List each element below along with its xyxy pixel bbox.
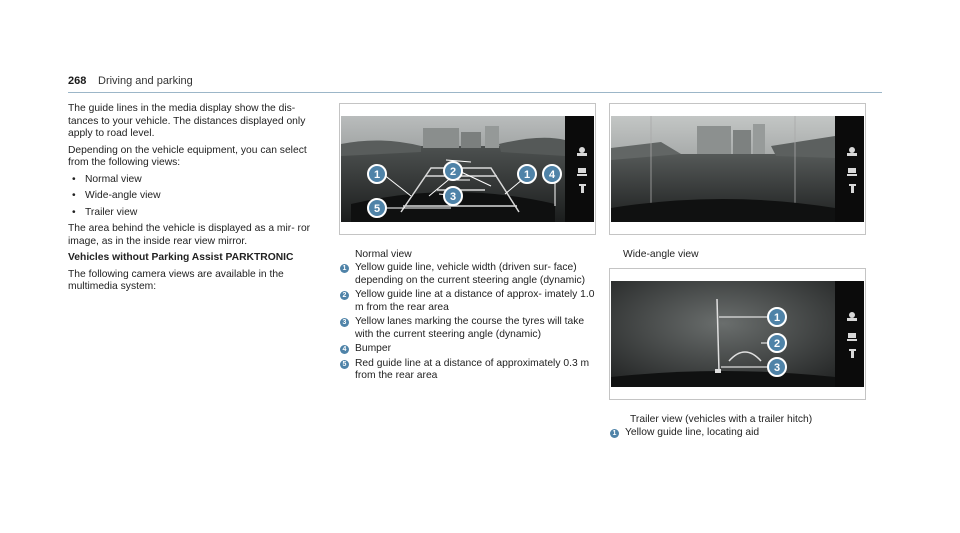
wide-angle-camera-image [611,116,864,222]
page-number: 268 [68,75,87,87]
normal-view-camera-image [341,116,594,222]
view-list [68,174,318,220]
callout-label: 5 [373,203,381,215]
legend-number: 4 [340,345,349,354]
wide-angle-view-figure [609,103,866,235]
normal-view-caption: Normal view [355,249,412,260]
mirror-paragraph: The area behind the vehicle is displayed as a mir- ror image, as in the inside rear view mirror. [68,223,311,247]
bullet-icon: • [72,190,76,201]
legend-number: 3 [340,318,349,327]
camera-screen [611,281,864,387]
trailer-view-caption: Trailer view (vehicles with a trailer hitch) [630,414,813,425]
intro-paragraph: The guide lines in the media display show the dis- tances to your vehicle. The distances displayed only apply to road level. [68,103,306,139]
trailer-view-figure [609,268,866,400]
views-paragraph: The following camera views are available in the multimedia system: [68,268,284,292]
bullet-icon: • [72,206,76,218]
list-item: • Wide-angle view [72,190,161,201]
list-item: • Normal view [72,173,142,185]
legend-number: 5 [340,360,349,369]
normal-view-figure [339,103,596,235]
equipment-paragraph: Depending on the vehicle equipment, you can select from the following views: [68,144,307,168]
legend-number: 1 [340,264,349,273]
trailer-view-camera-image [611,281,864,387]
list-item: • Trailer view [72,206,138,218]
list-item: 2 Yellow guide line at a distance of approx- imately 1.0 m from the rear area [340,289,602,314]
left-column [68,103,318,298]
callout-label: 4 [548,169,556,181]
wide-angle-view-caption: Wide-angle view [623,249,699,260]
bullet-icon: • [72,173,76,185]
callout-label: 1 [773,312,781,324]
legend-number: 2 [340,291,349,300]
camera-screen [611,116,864,222]
list-item: 5 Red guide line at a distance of approximately 0.3 m from the rear area [340,358,602,383]
normal-view-legend [340,262,602,385]
callout-label: 3 [449,191,457,203]
trailer-view-legend [610,427,872,442]
list-item: 1 Yellow guide line, vehicle width (driven sur- face) depending on the current steering angle (dynamic) [340,262,602,287]
list-item: 4 Bumper [340,343,602,356]
callout-label: 2 [449,166,457,178]
camera-screen [341,116,594,222]
page-header [68,74,882,93]
list-item: 1 Yellow guide line, locating aid [610,427,872,440]
list-item: 3 Yellow lanes marking the course the tyres will take with the current steering angle (dynamic) [340,316,602,341]
callout-label: 3 [773,362,781,374]
subheading: Vehicles without Parking Assist PARKTRONIC [68,252,294,263]
callout-label: 2 [773,338,781,350]
legend-number: 1 [610,429,619,438]
callout-label: 1 [523,169,531,181]
section-title: Driving and parking [98,75,193,87]
callout-label: 1 [373,169,381,181]
